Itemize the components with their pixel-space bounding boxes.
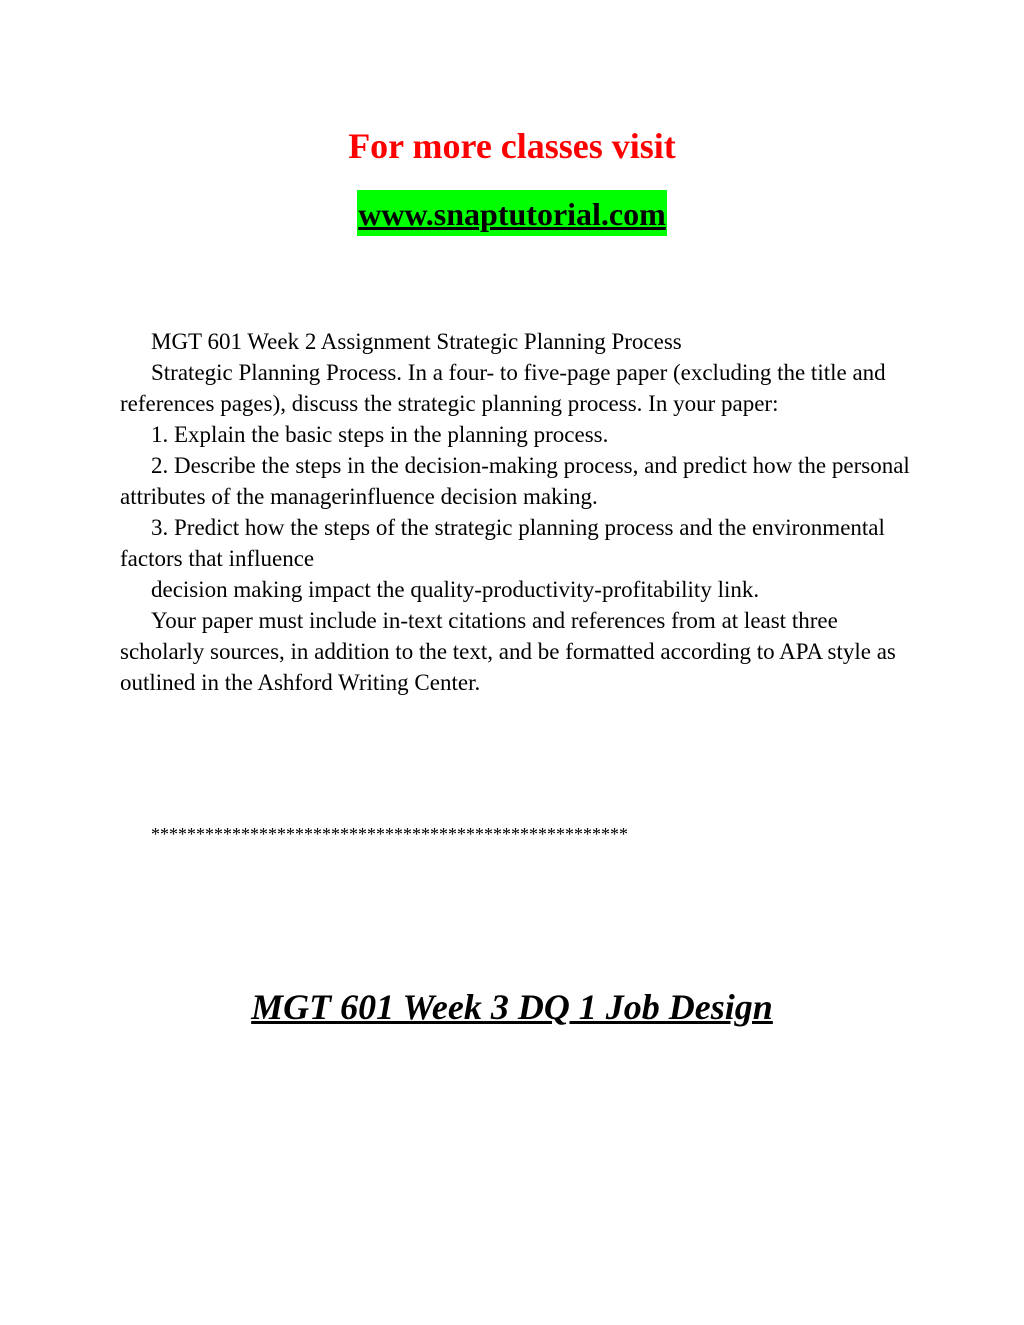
- assignment-title: MGT 601 Week 2 Assignment Strategic Planning Process: [151, 329, 682, 354]
- promo-link-container: [0, 190, 1024, 236]
- website-link[interactable]: www.snaptutorial.com: [357, 190, 667, 236]
- asterisk-divider: *****************************************************: [151, 824, 628, 844]
- list-item-3-continued: decision making impact the quality-productivity-profitability link.: [151, 577, 760, 602]
- assignment-intro: Strategic Planning Process. In a four- to five-page paper (excluding the title and references pages), discuss the strategic planning process. In your paper:: [120, 360, 886, 416]
- promo-heading: For more classes visit: [348, 126, 676, 166]
- list-item-2: 2. Describe the steps in the decision-making process, and predict how the personal attributes of the managerinfluence decision making.: [120, 453, 910, 509]
- list-item-3: 3. Predict how the steps of the strategic planning process and the environmental factors that influence: [120, 515, 885, 571]
- assignment-description: [120, 326, 910, 698]
- assignment-requirements: Your paper must include in-text citations and references from at least three scholarly sources, in addition to the text, and be formatted according to APA style as outlined in the Ashford Writing Center.: [120, 608, 896, 695]
- list-item-1: 1. Explain the basic steps in the planning process.: [151, 422, 609, 447]
- next-assignment-title[interactable]: MGT 601 Week 3 DQ 1 Job Design: [251, 987, 773, 1027]
